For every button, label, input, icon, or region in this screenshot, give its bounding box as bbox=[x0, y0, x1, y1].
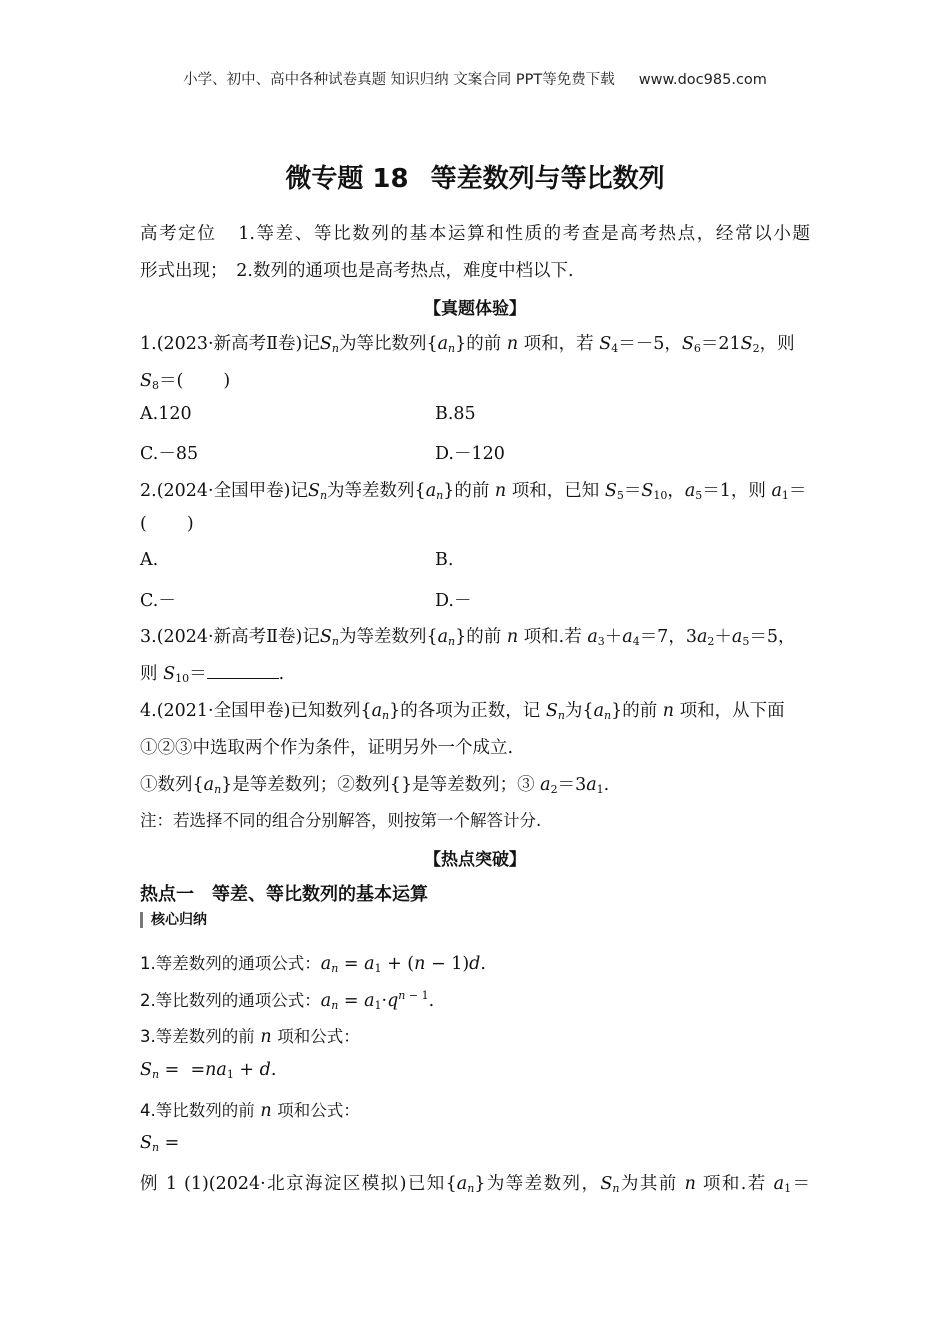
q4-stem-2: ①②③中选取两个作为条件，证明另外一个成立. bbox=[140, 738, 514, 758]
formula-3: 3.等差数列的前 n 项和公式： bbox=[140, 1027, 360, 1047]
q3-answer-blank[interactable] bbox=[207, 664, 279, 679]
formula-4-label-b: 项和公式： bbox=[277, 1101, 360, 1120]
q3-stem-2: 则 $S_{10}=$ . bbox=[140, 664, 285, 685]
formula-4-label: 4.等比数列的前 bbox=[140, 1101, 255, 1120]
formula-3-expr: $S_n = =na_1 + d$. bbox=[140, 1060, 277, 1081]
page-header bbox=[0, 68, 950, 89]
q4-lead: 4.(2021·全国甲卷)已知数列 bbox=[140, 701, 361, 721]
q2-option-c[interactable]: C.－ bbox=[140, 591, 176, 611]
q1-options-row-1 bbox=[140, 404, 810, 424]
title-topic: 等差数列与等比数列 bbox=[430, 164, 665, 194]
q1-stem: 1.(2023·新高考Ⅱ卷)记$S_n$为等比数列$\{a_n\}$的前 n 项和，若 $S_4=-5$，$S_6=21S_2$，则 bbox=[140, 334, 795, 355]
example-1-lead: 例 1 (1)(2024·北京海淀区模拟)已知 bbox=[140, 1174, 446, 1194]
q1-option-c[interactable]: C.－85 bbox=[140, 444, 199, 464]
core-summary-label: 核心归纳 bbox=[140, 912, 207, 928]
q1-option-d[interactable]: D.－120 bbox=[435, 444, 505, 464]
q1-options-row-2 bbox=[140, 440, 810, 465]
q4-stem: 4.(2021·全国甲卷)已知数列$\{a_n\}$的各项为正数，记 $S_n$为$\{a_n\}$的前 n 项和，从下面 bbox=[140, 701, 785, 722]
header-url[interactable]: www.doc985.com bbox=[638, 72, 767, 88]
q2-stem-2: ( ) bbox=[140, 514, 194, 534]
q3-lead: 3.(2024·新高考Ⅱ卷)记 bbox=[140, 627, 320, 647]
formula-1: 1.等差数列的通项公式：$a_n = a_1 + (n - 1)d$. bbox=[140, 954, 486, 975]
example-1: 例 1 (1)(2024·北京海淀区模拟)已知$\{a_n\}$为等差数列，$S_n$为其前 n 项和.若 $a_1=$ bbox=[140, 1174, 810, 1195]
q2-options-row-2 bbox=[140, 587, 810, 612]
section-heading-real: 【真题体验】 bbox=[424, 299, 526, 319]
page-title bbox=[0, 158, 950, 195]
formula-4: 4.等比数列的前 n 项和公式： bbox=[140, 1101, 360, 1121]
intro-line-2: 形式出现； 2.数列的通项也是高考热点，难度中档以下. bbox=[140, 261, 574, 281]
section-heading-hot: 【热点突破】 bbox=[424, 850, 526, 870]
q2-option-a[interactable]: A. bbox=[140, 550, 159, 570]
hot-topic-1: 热点一 等差、等比数列的基本运算 bbox=[140, 884, 428, 905]
intro-line-1 bbox=[140, 220, 810, 245]
q1-lead: 1.(2023·新高考Ⅱ卷)记 bbox=[140, 334, 320, 354]
q4-conditions: ①数列$\{a_n\}$是等差数列；②数列{}是等差数列；③ $a_2=3a_1$. bbox=[140, 775, 610, 796]
q2-stem: 2.(2024·全国甲卷)记$S_n$为等差数列$\{a_n\}$的前 n 项和，已知 $S_5=S_{10}$，$a_5=1$，则 $a_1=$ bbox=[140, 481, 807, 502]
q2-option-b[interactable]: B. bbox=[435, 550, 454, 570]
formula-3-label: 3.等差数列的前 bbox=[140, 1027, 255, 1046]
q2-lead: 2.(2024·全国甲卷)记 bbox=[140, 481, 308, 501]
formula-3-label-b: 项和公式： bbox=[277, 1027, 360, 1046]
q3-stem: 3.(2024·新高考Ⅱ卷)记$S_n$为等差数列$\{a_n\}$的前 n 项和.若 $a_3+a_4=7$，$3a_2+a_5=5$， bbox=[140, 627, 796, 648]
formula-2: 2.等比数列的通项公式：$a_n = a_1\cdot q^{n - 1}$. bbox=[140, 989, 435, 1012]
q1-option-b[interactable]: B.85 bbox=[435, 404, 476, 424]
intro-label: 高考定位 bbox=[140, 224, 217, 244]
formula-1-label: 1.等差数列的通项公式： bbox=[140, 954, 321, 973]
q2-option-d[interactable]: D.－ bbox=[435, 591, 472, 611]
title-number: 微专题 18 bbox=[285, 164, 409, 194]
formula-2-label: 2.等比数列的通项公式： bbox=[140, 991, 321, 1010]
header-text: 小学、初中、高中各种试卷真题 知识归纳 文案合同 PPT等免费下载 bbox=[183, 72, 615, 88]
q4-note: 注：若选择不同的组合分别解答，则按第一个解答计分. bbox=[140, 811, 542, 830]
q1-stem-2: $S_8=$( ) bbox=[140, 371, 231, 392]
q1-option-a[interactable]: A.120 bbox=[140, 404, 192, 424]
q2-options-row-1 bbox=[140, 550, 810, 570]
intro-text-1: 1.等差、等比数列的基本运算和性质的考查是高考热点，经常以小题 bbox=[238, 224, 811, 244]
formula-4-expr: $S_n$ = bbox=[140, 1133, 180, 1154]
